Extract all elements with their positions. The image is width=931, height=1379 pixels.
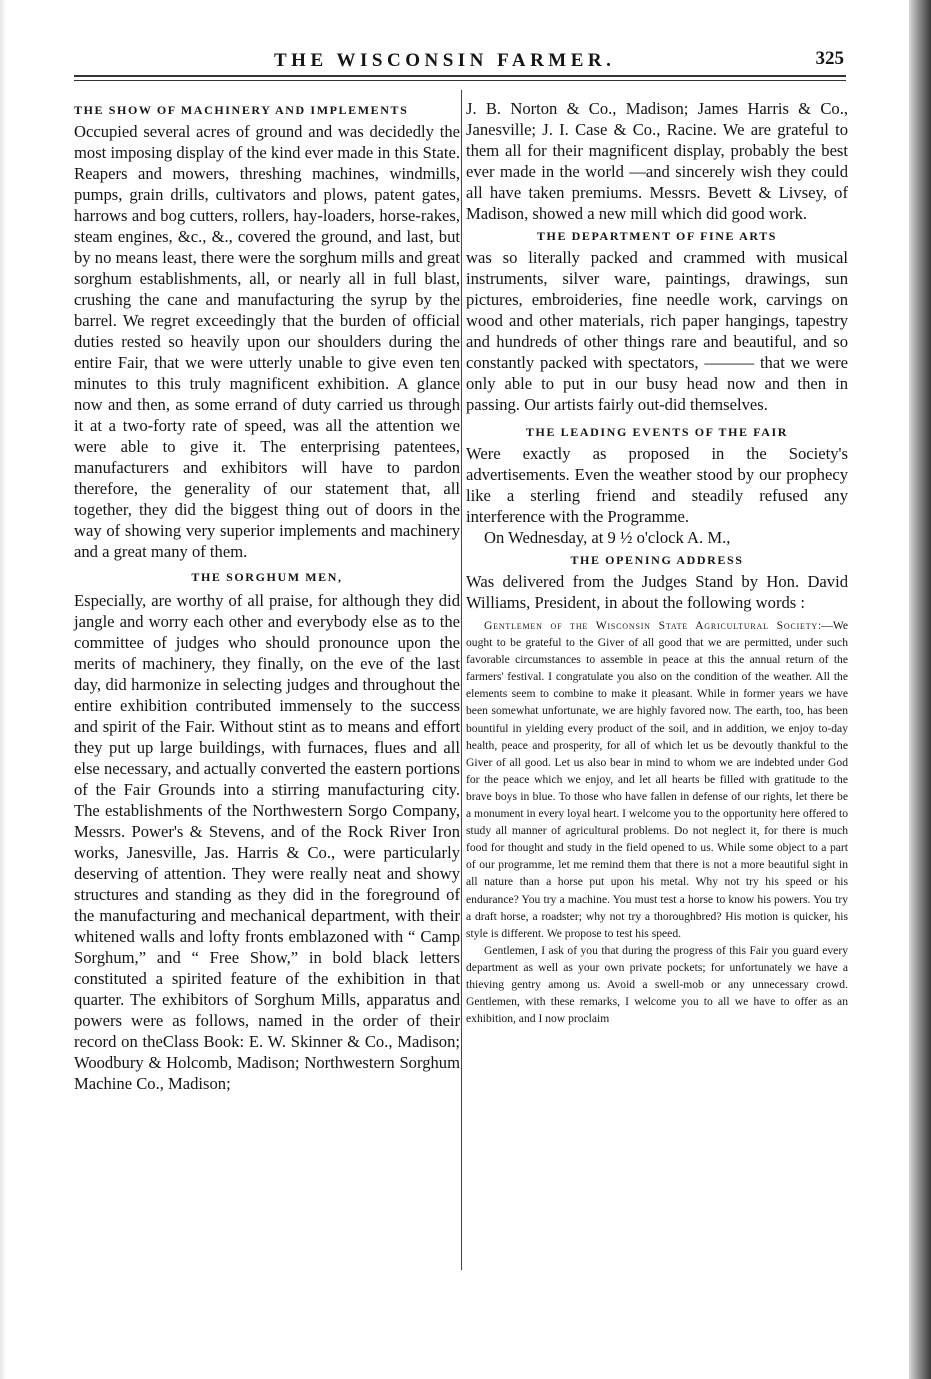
heading-machinery: THE SHOW OF MACHINERY AND IMPLEMENTS	[74, 103, 409, 117]
heading-opening-address: THE OPENING ADDRESS	[570, 553, 744, 567]
paragraph-machinery: Occupied several acres of ground and was decidedly the most imposing display of the kind ever made in this State. Reapers and mowers, threshing machines, windmills, pumps, grain drills, cultivators and plows, patent gates, harrows and bog cutters, rollers, hay-loaders, horse-rakes, steam engines, &c., &., covered the ground, and last, but by no means least, there were the sorghum mills and great sorghum establishments, all, or nearly all in full blast, crushing the cane and manufacturing the syrup by the barrel. We regret exceedingly that the burden of official duties rested so heavily upon our shoulders during the entire Fair, that we were utterly unable to give even ten minutes to this truly magnificent exhibition. A glance now and then, as some errand of duty carried us through it at a two-forty rate of speed, was all the attention we were able to give it. The enterprising patentees, manufacturers and exhibitors will have to pardon therefore, the generality of our statement that, all together, they did the biggest thing out of doors in the way of showing very superior implements and machinery and a great many of them.	[74, 122, 460, 561]
address-salutation: Gentlemen of the Wisconsin State Agricultural Society	[484, 619, 819, 632]
paragraph-exhibitors-continued: J. B. Norton & Co., Madison; James Harris & Co., Janesville; J. I. Case & Co., Racine. We are grateful to them all for their magnificent display, probably the best ever made in the world —and sincerely wish they could all have taken premiums. Messrs. Bevett & Livsey, of Madison, showed a new mill which did good work.	[466, 99, 848, 223]
paragraph-wednesday: On Wednesday, at 9 ½ o'clock A. M.,	[484, 528, 731, 547]
scan-binding-edge	[909, 0, 931, 1379]
heading-sorghum-men: THE SORGHUM MEN,	[191, 570, 343, 584]
paragraph-leading-events: Were exactly as proposed in the Society's advertisements. Even the weather stood by our prophecy like a sterling friend and steadily refused any interference with the Programme.	[466, 444, 848, 526]
address-text	[466, 617, 848, 1027]
heading-leading-events: THE LEADING EVENTS OF THE FAIR	[525, 425, 789, 439]
paragraph-fine-arts: was so literally packed and crammed with musical instruments, silver ware, paintings, drawings, sun pictures, embroideries, fine needle work, carvings on wood and other materials, rich paper hangings, tapestry and hundreds of other things rare and beautiful, and so constantly packed with spectators, ——— that we were only able to put in our busy head now and then in passing. Our artists fairly out-did themselves.	[466, 248, 848, 414]
header-rule-thin	[74, 80, 846, 81]
header-rule	[74, 75, 846, 77]
paragraph-sorghum-men: Especially, are worthy of all praise, for although they did jangle and worry each other and everybody else as to the committee of judges who should pronounce upon the merits of machinery, they finally, on the eve of the last day, did harmonize in selecting judges and throughout the entire exhibition contributed immensely to the success and spirit of the Fair. Without stint as to means and effort they put up large buildings, with furnaces, flues and all else necessary, and actually converted the eastern portions of the Fair Grounds into a stirring manufacturing city. The establishments of the Northwestern Sorgo Company, Messrs. Power's & Stevens, and of the Rock River Iron works, Janesville, Jas. Harris & Co., were particularly deserving of attention. They were really neat and showy structures and standing as they did in the foreground of the manufacturing and mechanical department, with their whitened walls and lofty fronts emblazoned with “ Camp Sorghum,” and “ Free Show,” in bold black letters constituted a spirited feature of the exhibition in that quarter. The exhibitors of Sorghum Mills, apparatus and powers were as follows, named in the order of their record on theClass Book: E. W. Skinner & Co., Madison; Woodbury & Holcomb, Madison; Northwestern Sorghum Machine Co., Madison;	[74, 591, 460, 1093]
heading-fine-arts: THE DEPARTMENT OF FINE ARTS	[536, 229, 778, 243]
address-body-2: Gentlemen, I ask of you that during the progress of this Fair you guard every department as well as your own private pockets; for unfortunately we have a thieving gentry among us. Avoid a swell-mob or any unnecessary crowd. Gentlemen, with these remarks, I welcome you to all we have to offer as an exhibition, and I now proclaim	[466, 943, 848, 1026]
column-divider	[461, 90, 462, 1270]
left-column	[74, 98, 460, 1094]
journal-title: THE WISCONSIN FARMER.	[274, 50, 616, 71]
page-header	[74, 44, 848, 84]
paragraph-opening-address: Was delivered from the Judges Stand by Hon. David Williams, President, in about the following words :	[466, 572, 848, 612]
right-column	[466, 98, 848, 1027]
address-body-1: :—We ought to be grateful to the Giver of all good that we are permitted, under such favorable circumstances to assemble in peace at this the annual return of the farmers' festival. I congratulate you also on the condition of the weather. All the elements seem to combine to make it pleasant. While in former years we have been somewhat unfortunate, we are highly favored now. The earth, too, has been bountiful in yielding every product of the soil, and in addition, we enjoy to-day health, peace and prosperity, for all of which let us be devoutly thankful to the Giver of all good. Let us also bear in mind to whom we are indebted under God for the peace which we enjoy, and let all hearts be filled with gratitude to the brave boys in blue. To those who have fallen in defense of our rights, let there be a monument in every loyal heart. I welcome you to the opportunity here offered to study all manner of agricultural problems. Do not neglect it, for there is much food for thought and study in the field opened to us. While some object to a part of our programme, let me remind them that there is not a more beautiful sight in all nature than a horse put upon his metal. Why not try his speed or his endurance? You try a machine. You must test a horse to know his powers. You try a draft horse, a roadster; why not try a thoroughbred? His motion is quicker, his style is different. We propose to test his speed.	[466, 619, 848, 940]
scan-left-shadow	[0, 0, 6, 1379]
page-number: 325	[815, 48, 844, 69]
